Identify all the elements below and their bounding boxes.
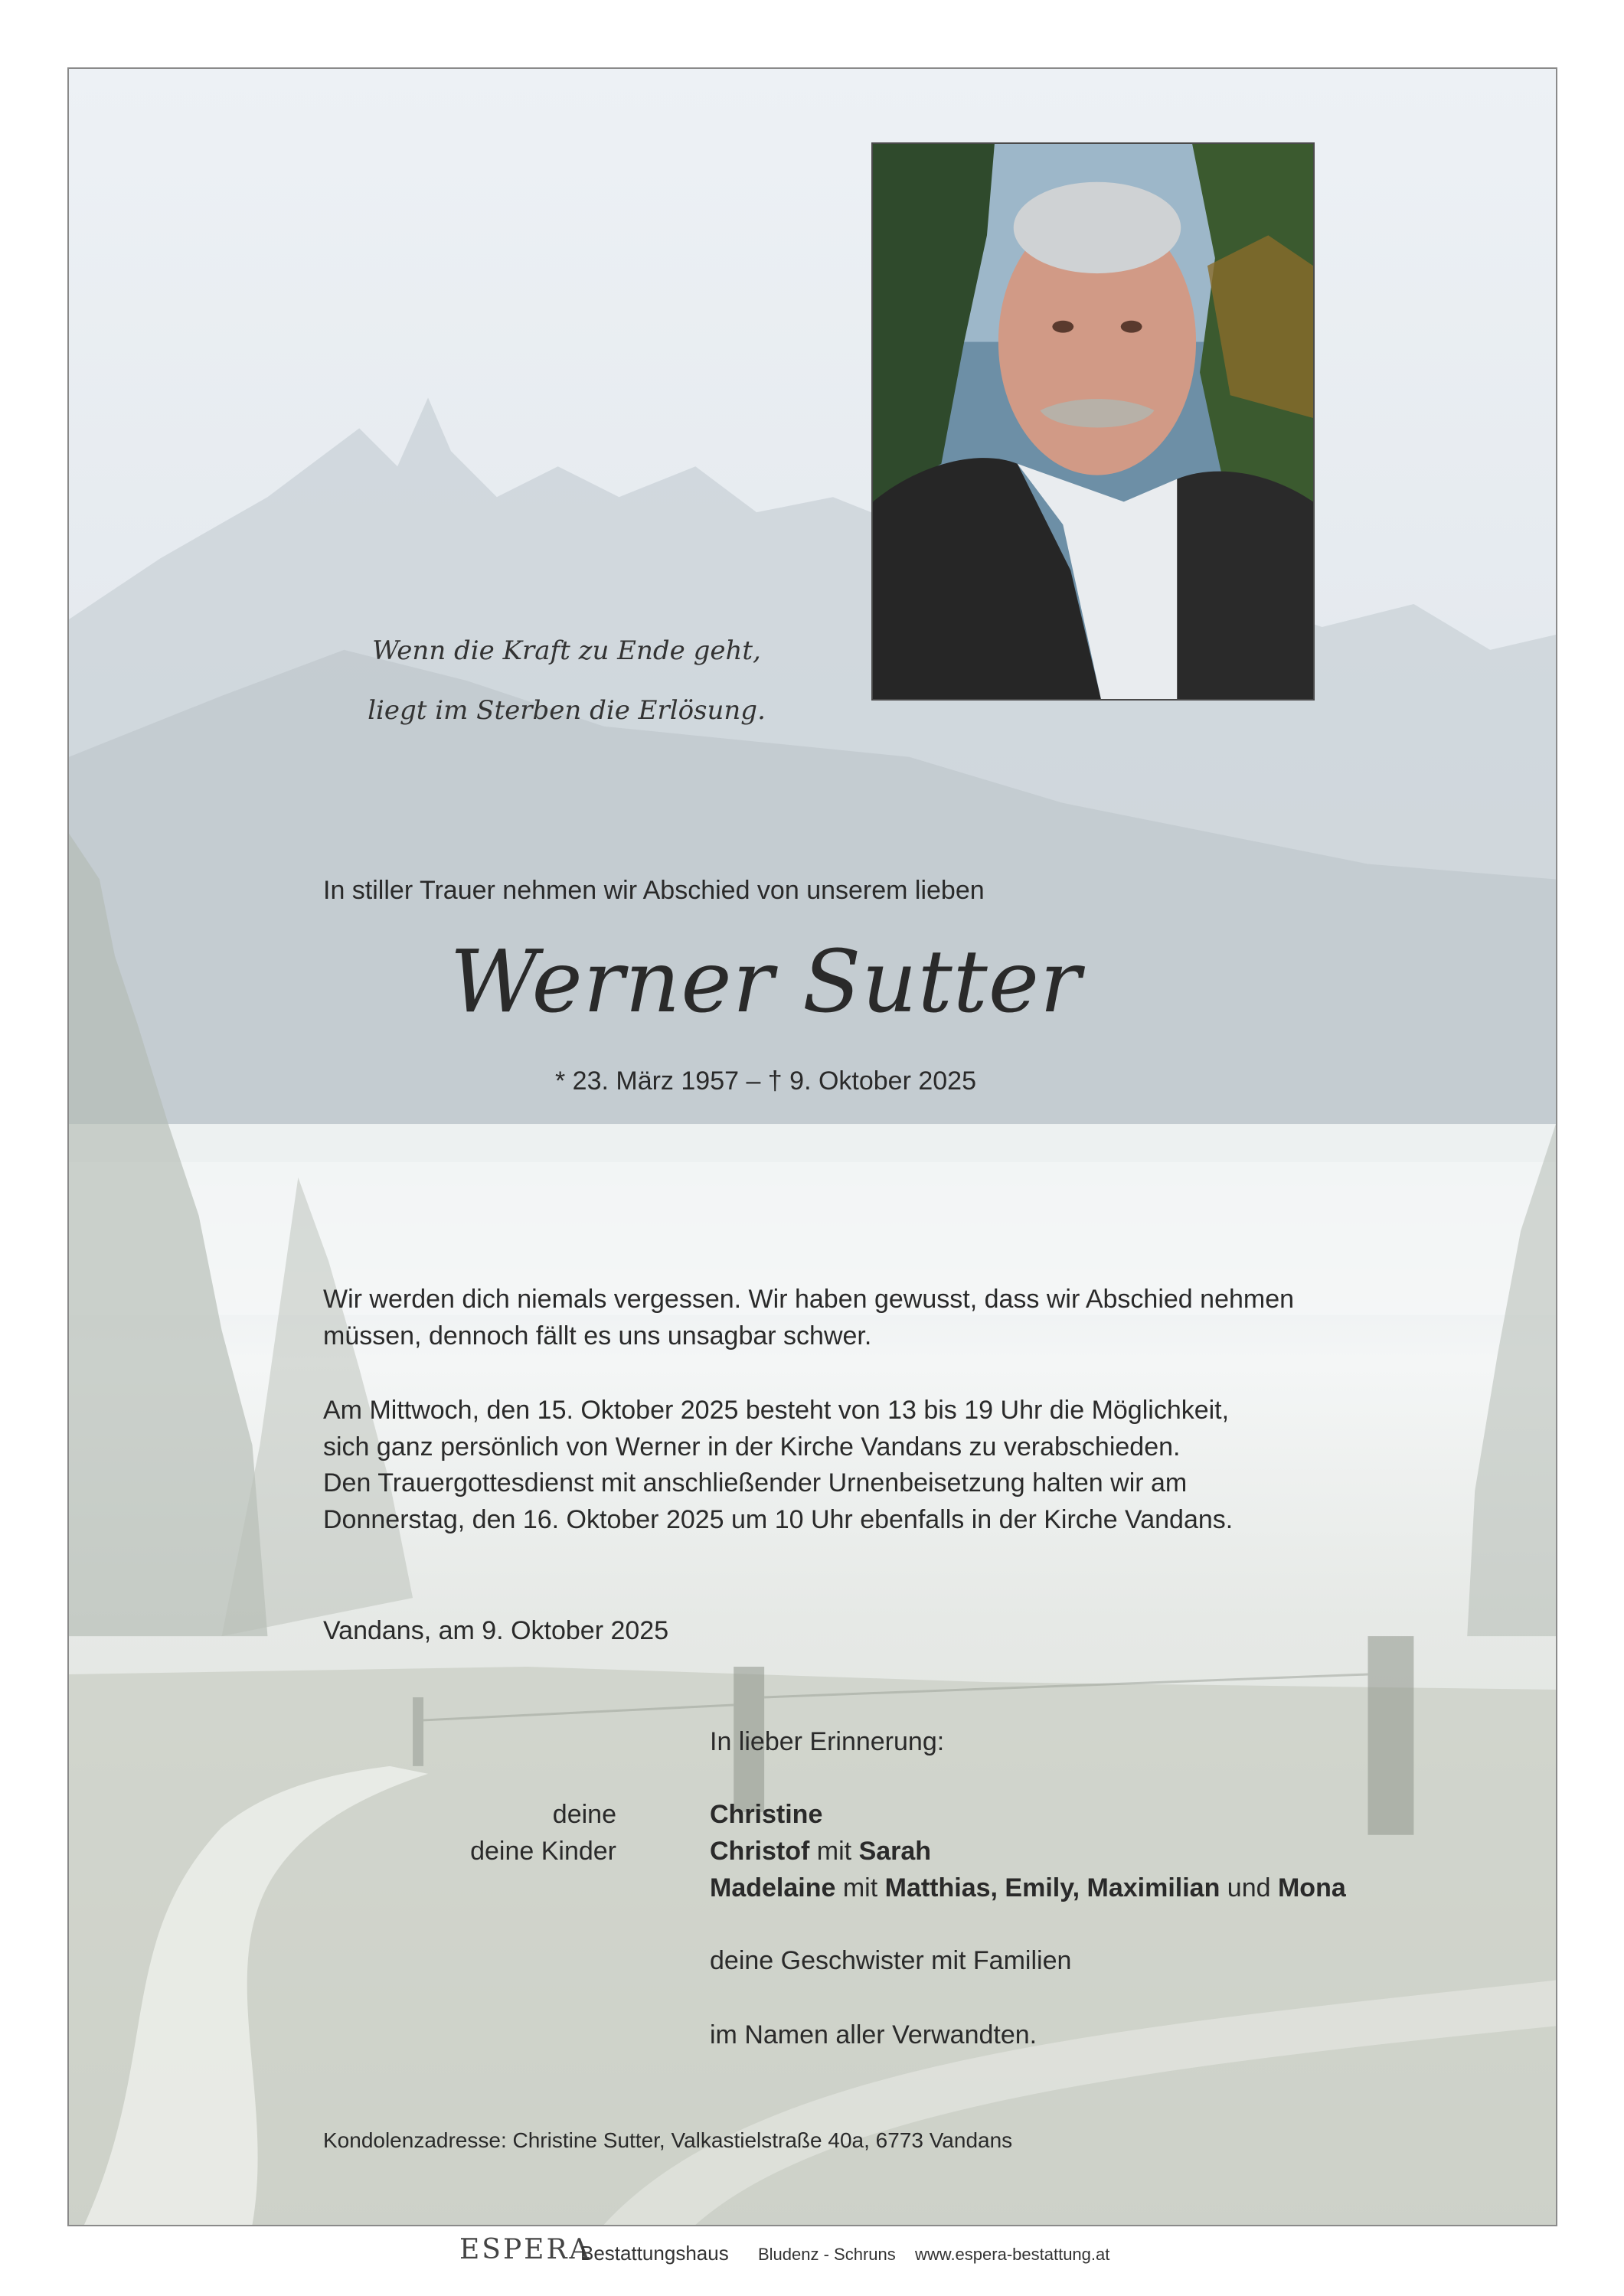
child1-name: Christof xyxy=(710,1837,810,1866)
portrait-photo xyxy=(871,142,1315,701)
body-p2-line4: Donnerstag, den 16. Oktober 2025 um 10 Uhr ebenfalls in der Kirche Vandans. xyxy=(323,1505,1234,1534)
footer-brand: ESPERA xyxy=(459,2234,592,2265)
child2-and: und xyxy=(1227,1873,1271,1902)
place-date: Vandans, am 9. Oktober 2025 xyxy=(323,1616,669,1645)
relatives-line: im Namen aller Verwandten. xyxy=(710,2020,1037,2049)
child1-with: mit xyxy=(816,1837,852,1866)
child2-name: Madelaine xyxy=(710,1873,836,1902)
label-children: deine Kinder xyxy=(470,1837,616,1866)
footer-brand-sub: Bestattungshaus xyxy=(580,2242,729,2265)
footer-website[interactable]: www.espera-bestattung.at xyxy=(915,2245,1110,2264)
life-dates: * 23. März 1957 – † 9. Oktober 2025 xyxy=(554,1066,976,1096)
quote-line-2: liegt im Sterben die Erlösung. xyxy=(368,695,766,726)
footer-locations: Bludenz - Schruns xyxy=(758,2245,896,2264)
condolence-address: Kondolenzadresse: Christine Sutter, Valkastielstraße 40a, 6773 Vandans xyxy=(323,2128,1013,2152)
child2-with: mit xyxy=(842,1873,878,1902)
mourners-heading: In lieber Erinnerung: xyxy=(710,1727,945,1756)
body-p1-line1: Wir werden dich niemals vergessen. Wir haben gewusst, dass wir Abschied nehmen xyxy=(323,1285,1295,1314)
child1-line xyxy=(710,1833,931,1870)
portrait-illustration xyxy=(873,144,1313,699)
intro-text: In stiller Trauer nehmen wir Abschied von unserem lieben xyxy=(323,876,985,905)
spouse-name: Christine xyxy=(710,1800,823,1829)
child2-line xyxy=(710,1870,1346,1906)
body-p2-line3: Den Trauergottesdienst mit anschließender Urnenbeisetzung halten wir am xyxy=(323,1468,1188,1497)
quote-line-1: Wenn die Kraft zu Ende geht, xyxy=(372,635,761,666)
body-p1-line2: müssen, dennoch fällt es uns unsagbar schwer. xyxy=(323,1321,872,1350)
siblings-line: deine Geschwister mit Familien xyxy=(710,1946,1072,1975)
label-spouse: deine xyxy=(552,1800,616,1829)
body-p2-line1: Am Mittwoch, den 15. Oktober 2025 besteht von 13 bis 19 Uhr die Möglichkeit, xyxy=(323,1396,1230,1425)
body-p2-line2: sich ganz persönlich von Werner in der Kirche Vandans zu verabschieden. xyxy=(323,1432,1181,1462)
deceased-name: Werner Sutter xyxy=(449,932,1082,1032)
child2-family: Matthias, Emily, Maximilian xyxy=(884,1873,1220,1902)
child1-partner: Sarah xyxy=(858,1837,932,1866)
child2-last: Mona xyxy=(1277,1873,1346,1902)
